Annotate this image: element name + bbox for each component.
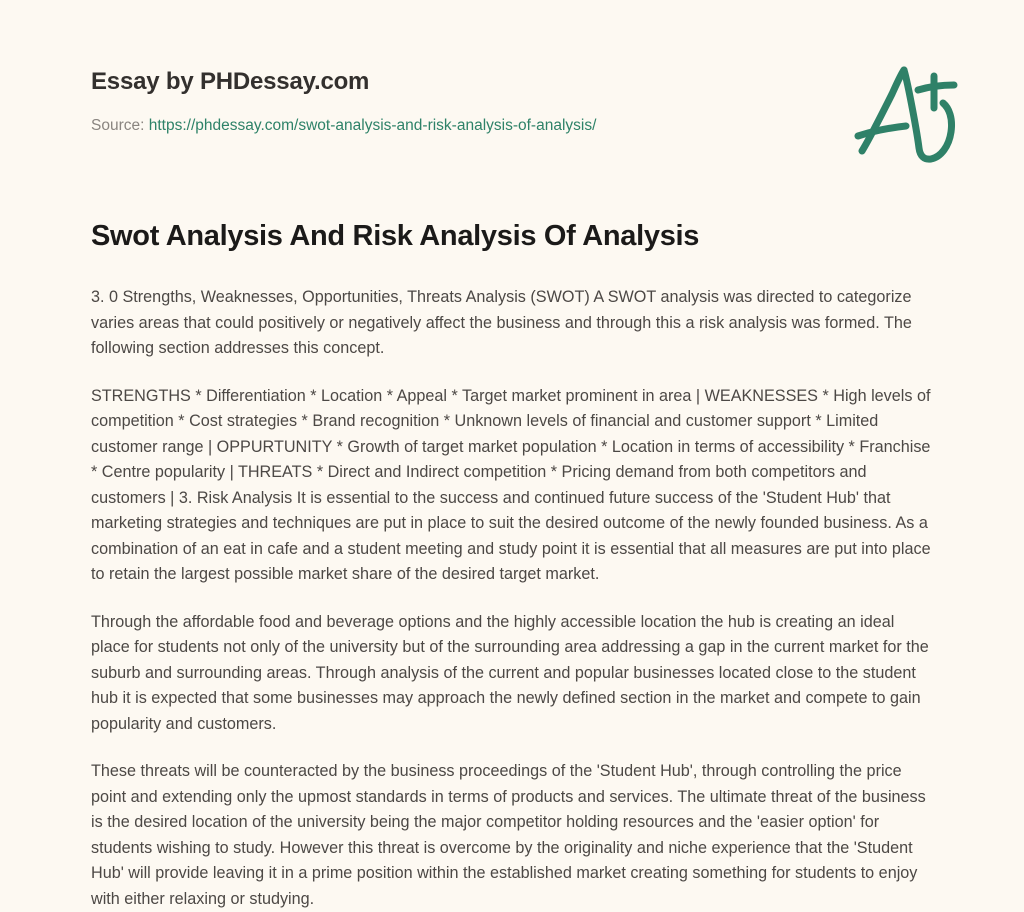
source-url-link[interactable]: https://phdessay.com/swot-analysis-and-risk-analysis-of-analysis/ (148, 116, 597, 134)
source-label: Source: (91, 116, 145, 134)
article-paragraph: STRENGTHS * Differentiation * Location * Appeal * Target market prominent in area | WEAKNESSES * High levels of competition * Cost strategies * Brand recognition * Unknown levels of financial and customer support * Limited customer range | OPPURTUNITY * Growth of target market population * Location in terms of accessibility * Franchise * Centre popularity | THREATS * Direct and Indirect competition * Pricing demand from both competitors and customers | 3. Risk Analysis It is essential to the success and continued future success of the 'Student Hub' that marketing strategies and techniques are put in place to suit the desired outcome of the newly founded business. As a combination of an eat in cafe and a student meeting and study point it is essential that all measures are put into place to retain the largest possible market share of the desired target market. (91, 386, 931, 584)
article (91, 218, 936, 912)
page-title: Swot Analysis And Risk Analysis Of Analysis (91, 220, 700, 252)
a-plus-handwritten-logo-icon (848, 52, 968, 167)
article-paragraph: 3. 0 Strengths, Weaknesses, Opportunities, Threats Analysis (SWOT) A SWOT analysis was directed to categorize varies areas that could positively or negatively affect the business and through this a risk analysis was formed. The following section addresses this concept. (91, 288, 912, 358)
brand-title: Essay by PHDessay.com (91, 68, 370, 95)
article-paragraph: Through the affordable food and beverage options and the highly accessible location the hub is creating an ideal place for students not only of the university but of the surrounding area addressing a gap in the current market for the suburb and surrounding areas. Through analysis of the current and popular businesses located close to the student hub it is expected that some businesses may approach the newly defined section in the market and compete to gain popularity and customers. (91, 612, 929, 733)
article-paragraph: These threats will be counteracted by the business proceedings of the 'Student Hub', through controlling the price point and extending only the upmost standards in terms of products and services. The ultimate threat of the business is the desired location of the university being the major competitor holding resources and the 'easier option' for students wishing to study. However this threat is overcome by the originality and niche experience that the 'Student Hub' will provide leaving it in a prime position within the established market creating something for students to enjoy with either relaxing or studying. (91, 762, 926, 908)
article-body (91, 285, 936, 912)
site-header (91, 68, 951, 136)
source-line (91, 116, 951, 136)
